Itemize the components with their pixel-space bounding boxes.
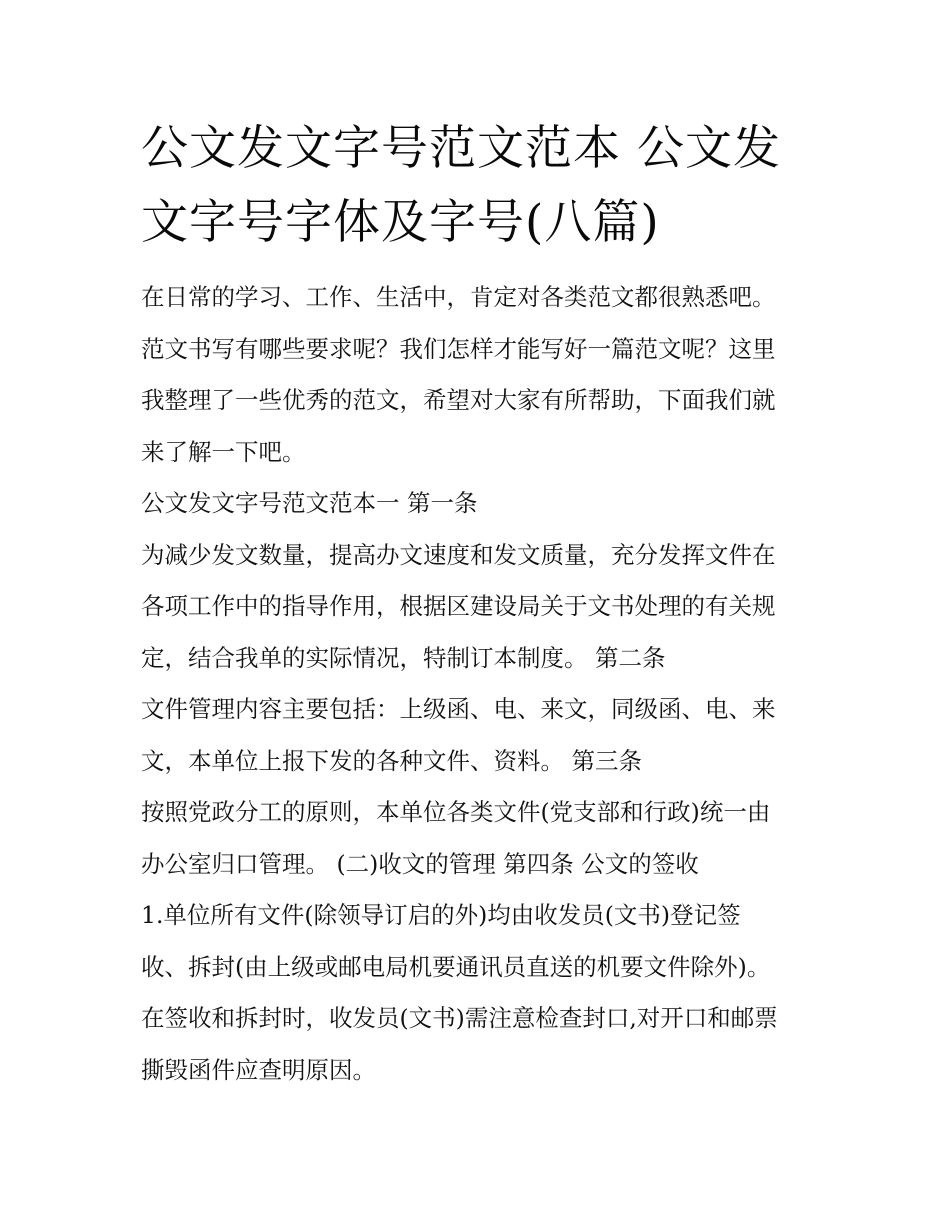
text-line: 各项工作中的指导作用，根据区建设局关于文书处理的有关规 — [141, 592, 776, 620]
document-content — [141, 112, 821, 1096]
document-title — [141, 112, 821, 260]
document-body — [141, 272, 821, 1096]
text-line: 办公室归口管理。 (二)收文的管理 第四条 公文的签收 — [141, 849, 699, 878]
title-line: 文字号字体及字号(八篇) — [141, 195, 660, 250]
text-line: 收、拆封(由上级或邮电局机要通讯员直送的机要文件除外)。 — [141, 952, 771, 981]
text-line: 按照党政分工的原则，本单位各类文件(党支部和行政)统一由 — [141, 798, 771, 826]
text-line: 范文书写有哪些要求呢？我们怎样才能写好一篇范文呢？这里 — [141, 334, 776, 363]
text-line: 撕毁函件应查明原因。 — [141, 1055, 376, 1084]
text-line: 我整理了一些优秀的范文，希望对大家有所帮助，下面我们就 — [141, 386, 776, 414]
text-line: 在日常的学习、工作、生活中，肯定对各类范文都很熟悉吧。 — [141, 283, 776, 311]
text-line: 来了解一下吧。 — [141, 437, 306, 466]
section-heading: 公文发文字号范文范本一 第一条 — [141, 489, 478, 517]
text-line: 文件管理内容主要包括：上级函、电、来文，同级函、电、来 — [141, 695, 776, 723]
text-line: 为减少发文数量，提高办文速度和发文质量，充分发挥文件在 — [141, 540, 776, 569]
title-line: 公文发文字号范文范本 公文发 — [141, 121, 781, 176]
text-line: 1.单位所有文件(除领导订启的外)均由收发员(文书)登记签 — [141, 901, 741, 929]
text-line: 在签收和拆封时，收发员(文书)需注意检查封口,对开口和邮票 — [141, 1004, 778, 1032]
text-line: 定，结合我单的实际情况，特制订本制度。 第二条 — [141, 643, 666, 672]
text-line: 文，本单位上报下发的各种文件、资料。 第三条 — [141, 746, 642, 775]
